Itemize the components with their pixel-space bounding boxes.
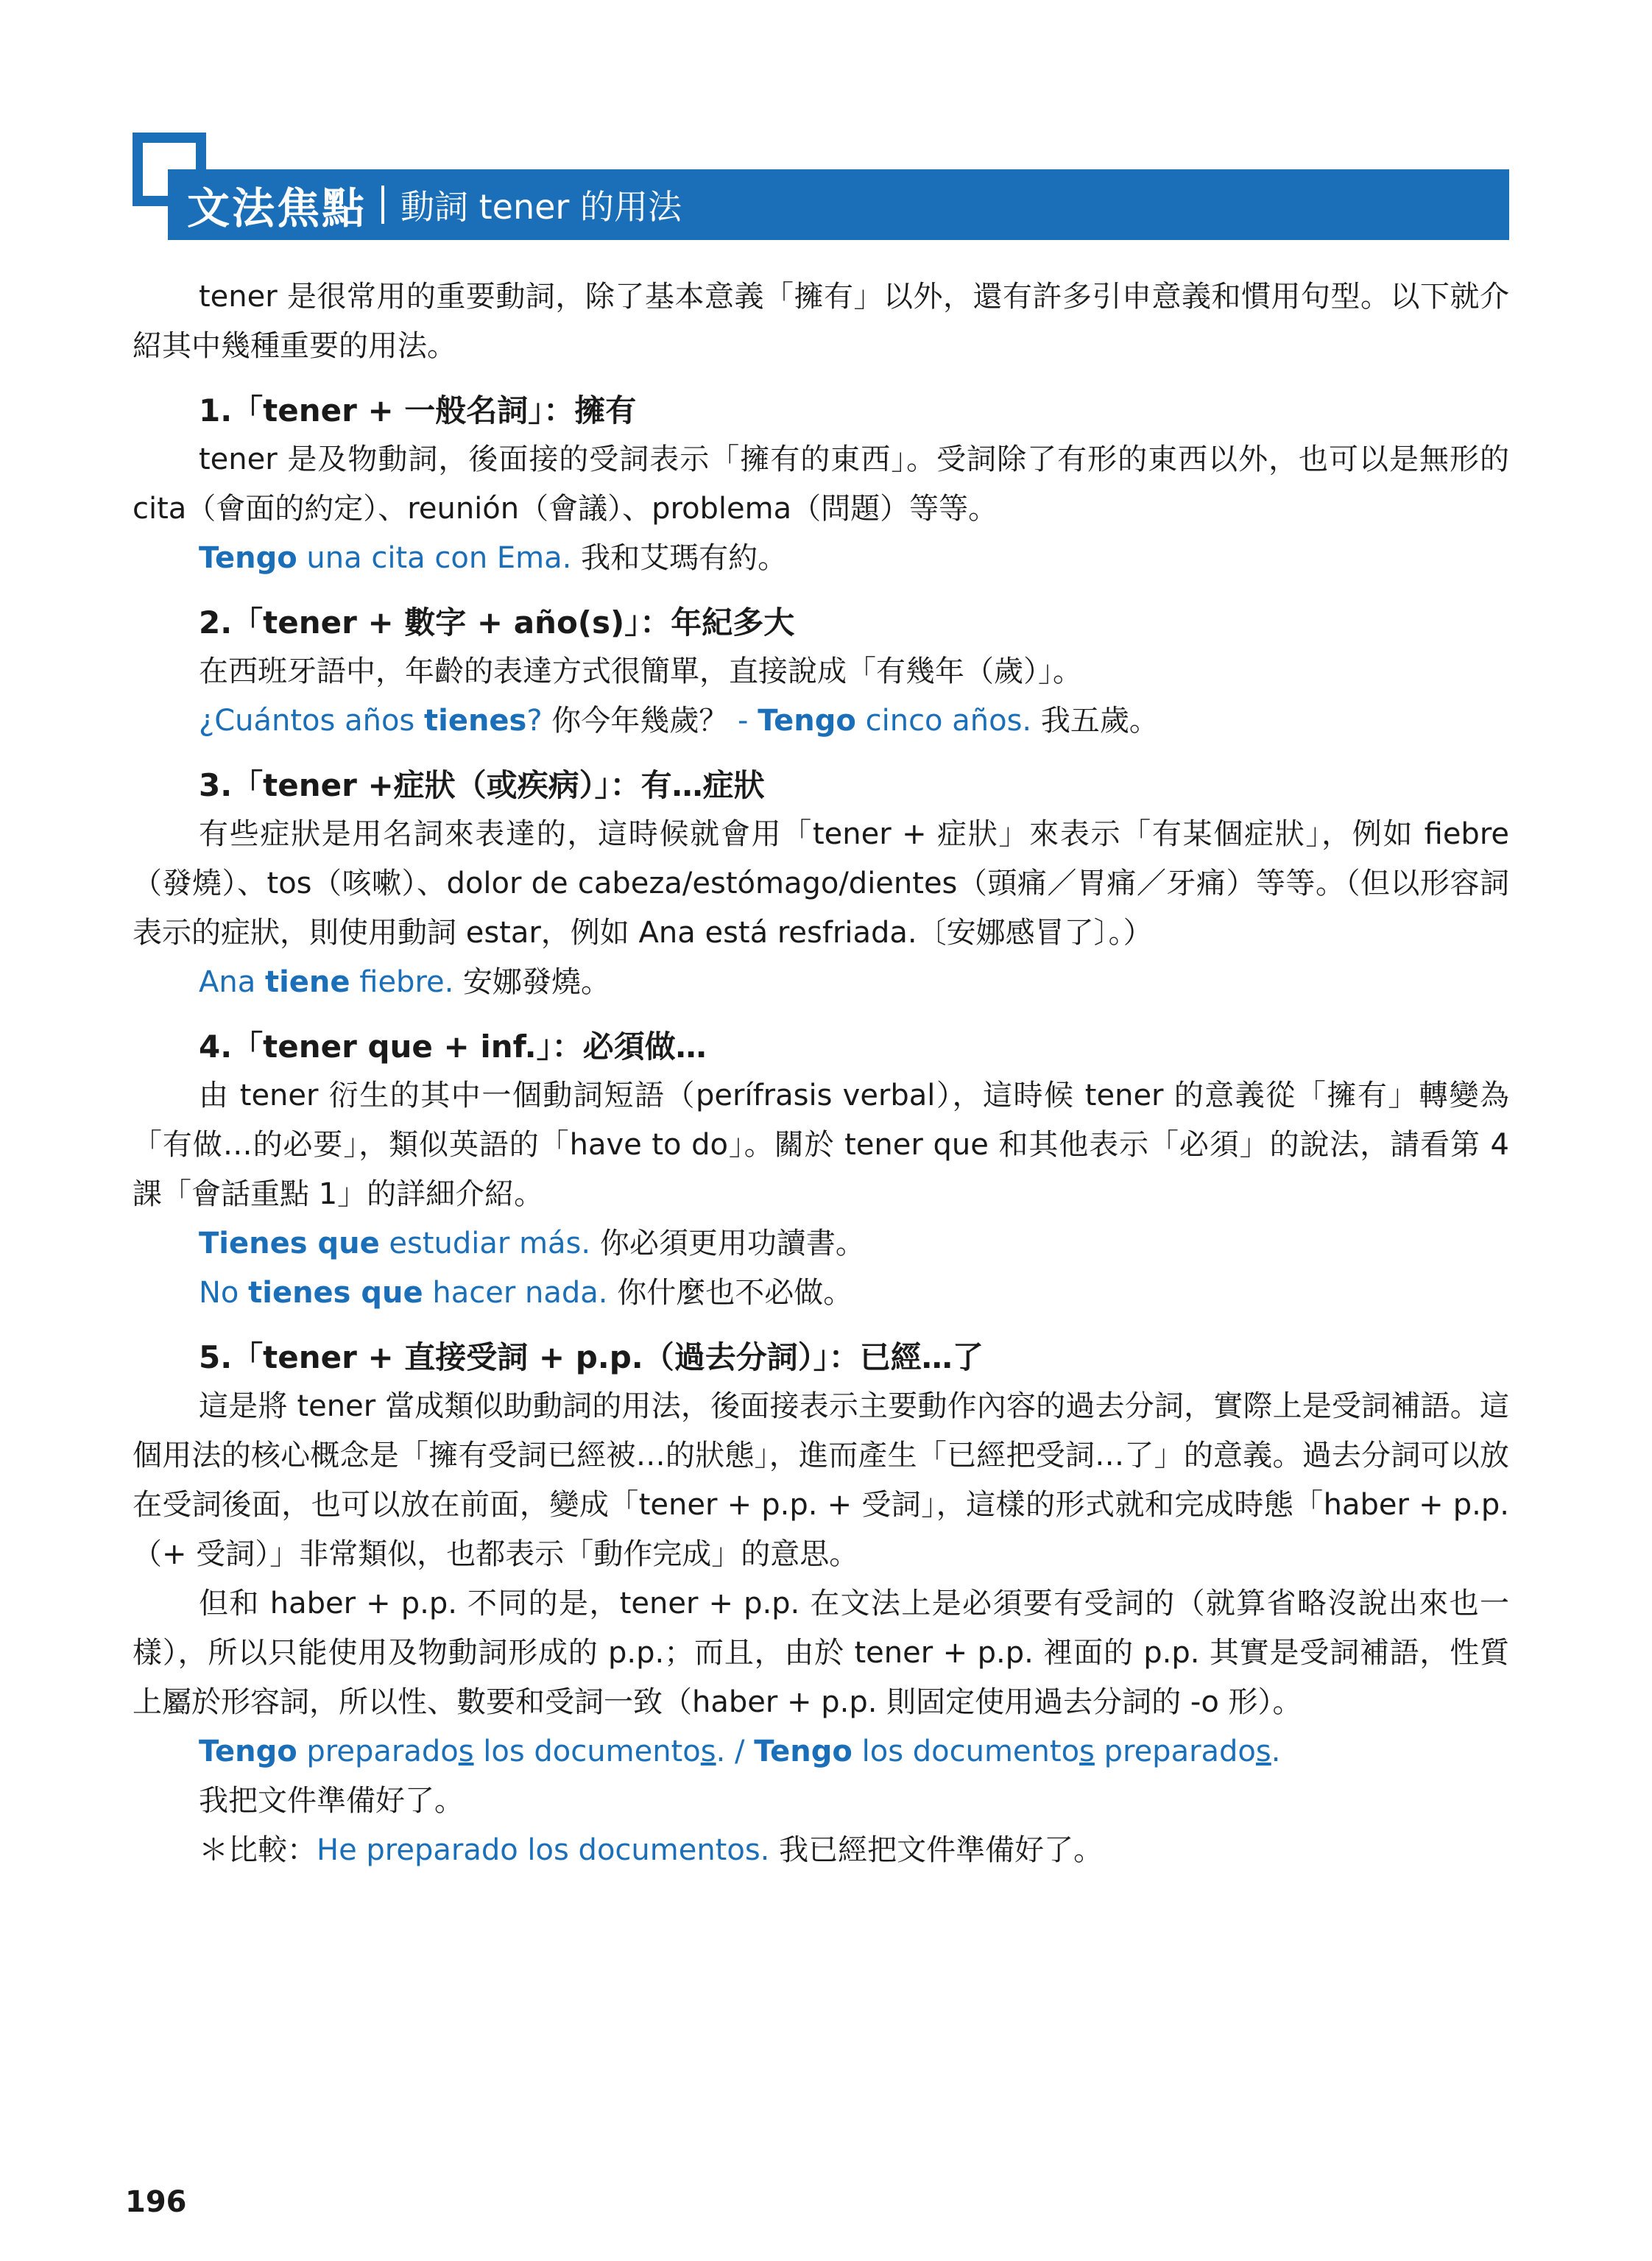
agreement-suffix: s — [700, 1735, 716, 1768]
example-verb: Tengo — [199, 1735, 297, 1768]
intro-paragraph: tener 是很常用的重要動詞，除了基本意義「擁有」以外，還有許多引申意義和慣用句型。以下就介紹其中幾種重要的用法。 — [133, 280, 1509, 363]
compare-spanish: He preparado los documentos. — [317, 1833, 770, 1867]
compare-label: ＊比較： — [199, 1833, 317, 1867]
section-3-example — [133, 958, 1509, 1007]
example-verb: tienes — [423, 704, 527, 738]
example-spanish: Ana — [199, 965, 265, 999]
section-4-example-2 — [133, 1269, 1509, 1318]
example-chinese: 我五歲。 — [1031, 704, 1159, 738]
example-spanish: preparado — [1094, 1735, 1256, 1768]
example-chinese: 你必須更用功讀書。 — [590, 1227, 865, 1260]
section-2-text: 在西班牙語中，年齡的表達方式很簡單，直接說成「有幾年（歲）」。 — [199, 655, 1082, 688]
section-5-text-1: 這是將 tener 當成類似助動詞的用法，後面接表示主要動作內容的過去分詞，實際上是受詞補語。這個用法的核心概念是「擁有受詞已經被…的狀態」，進而產生「已經把受詞…了」的意義。過去分詞可以放在受詞後面，也可以放在前面，變成「tener + p.p. + 受詞」，這樣的形式就和完成時態「haber + p.p.（+ 受詞）」非常類似，也都表示「動作完成」的意思。 — [133, 1389, 1509, 1571]
section-5-example — [133, 1727, 1509, 1777]
example-spanish: una cita con Ema. — [297, 541, 572, 575]
page-content — [133, 272, 1509, 1875]
section-1-text: tener 是及物動詞，後面接的受詞表示「擁有的東西」。受詞除了有形的東西以外，也可以是無形的 cita（會面的約定）、reunión（會議）、problema（問題）等等。 — [133, 442, 1509, 526]
example-spanish: los documento — [473, 1735, 701, 1768]
example-verb: Tienes que — [199, 1227, 380, 1260]
example-spanish: No — [199, 1276, 249, 1310]
example-spanish: estudiar más. — [379, 1227, 591, 1260]
example-spanish: ¿Cuántos años — [199, 704, 424, 738]
example-spanish: hacer nada. — [423, 1276, 608, 1310]
section-2-heading: 2.「tener + 數字 + año(s)」：年紀多大 — [199, 604, 795, 641]
section-3-heading: 3.「tener +症狀（或疾病）」：有…症狀 — [199, 767, 765, 803]
example-chinese: 安娜發燒。 — [453, 965, 611, 999]
example-chinese: 你什麼也不必做。 — [607, 1276, 853, 1310]
example-verb: Tengo — [199, 541, 297, 575]
section-5-text-2: 但和 haber + p.p. 不同的是，tener + p.p. 在文法上是必須要有受詞的（就算省略沒說出來也一樣），所以只能使用及物動詞形成的 p.p.；而且，由於 tener + p.p. 裡面的 p.p. 其實是受詞補語，性質上屬於形容詞，所以性、數要和受詞一致（haber + p.p. 則固定使用過去分詞的 -o 形）。 — [133, 1587, 1509, 1719]
example-spanish: . / — [716, 1735, 755, 1768]
example-spanish: . — [1271, 1735, 1281, 1768]
agreement-suffix: s — [1079, 1735, 1095, 1768]
example-verb: Tengo — [754, 1735, 853, 1768]
example-spanish: cinco años. — [855, 704, 1032, 738]
section-4-text: 由 tener 衍生的其中一個動詞短語（perífrasis verbal），這時候 tener 的意義從「擁有」轉變為「有做…的必要」，類似英語的「have to do」。關於 tener que 和其他表示「必須」的說法，請看第 4 課「會話重點 1」的詳細介紹。 — [133, 1079, 1509, 1211]
section-1-example — [133, 534, 1509, 583]
example-spanish: preparado — [297, 1735, 459, 1768]
section-3-text: 有些症狀是用名詞來表達的，這時候就會用「tener + 症狀」來表示「有某個症狀」，例如 fiebre（發燒）、tos（咳嗽）、dolor de cabeza/estómago/dientes（頭痛／胃痛／牙痛）等等。（但以形容詞表示的症狀，則使用動詞 estar，例如 Ana está resfriada.〔安娜感冒了〕。） — [133, 817, 1509, 950]
example-chinese: 你今年幾歲？ — [542, 704, 738, 738]
agreement-suffix: s — [1255, 1735, 1271, 1768]
example-spanish: fiebre. — [350, 965, 454, 999]
section-header — [133, 133, 1509, 241]
compare-chinese: 我已經把文件準備好了。 — [769, 1833, 1104, 1867]
example-spanish: los documento — [852, 1735, 1080, 1768]
section-5-example-translation: 我把文件準備好了。 — [199, 1784, 464, 1818]
header-bar — [168, 169, 1509, 240]
agreement-suffix: s — [458, 1735, 474, 1768]
section-4-example-1 — [133, 1219, 1509, 1269]
page-number: 196 — [125, 2185, 187, 2219]
header-divider — [381, 186, 384, 224]
example-verb: tienes que — [248, 1276, 423, 1310]
example-chinese: 我和艾瑪有約。 — [571, 541, 788, 575]
example-spanish: ? — [526, 704, 543, 738]
section-5-heading: 5.「tener + 直接受詞 + p.p.（過去分詞）」：已經…了 — [199, 1339, 984, 1375]
section-5-compare — [133, 1826, 1509, 1875]
section-1-heading: 1.「tener + 一般名詞」：擁有 — [199, 392, 637, 428]
section-2-example — [133, 696, 1509, 746]
example-dash: - — [738, 704, 758, 738]
section-4-heading: 4.「tener que + inf.」：必須做… — [199, 1029, 707, 1065]
header-title: 文法焦點 — [187, 183, 367, 233]
header-subtitle: 動詞 tener 的用法 — [400, 187, 682, 227]
example-verb: Tengo — [758, 704, 856, 738]
example-verb: tiene — [264, 965, 350, 999]
